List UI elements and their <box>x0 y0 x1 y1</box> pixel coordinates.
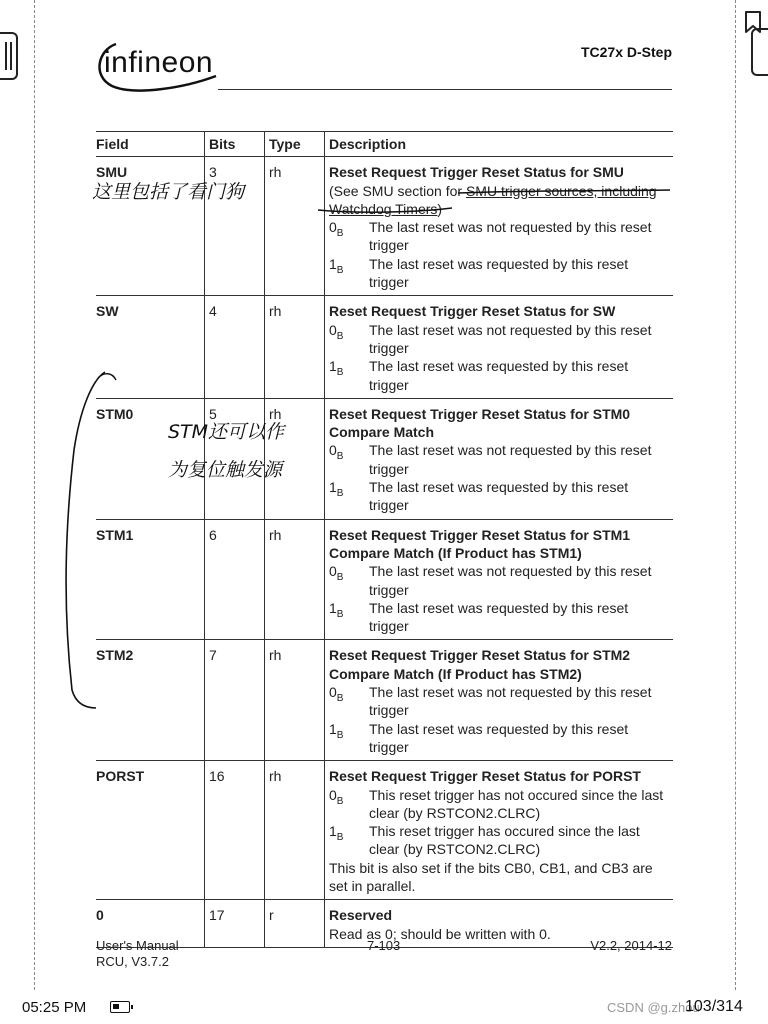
status-time: 05:25 PM <box>22 999 87 1016</box>
description-extra: This bit is also set if the bits CB0, CB1, and CB3 are set in parallel. <box>329 859 653 894</box>
watermark: CSDN @g.zhou <box>607 1000 700 1015</box>
field-name: STM2 <box>96 640 205 761</box>
description-extra: Read as 0; should be written with 0. <box>329 925 551 942</box>
encoding-1: $1_B$ The last reset was requested by this reset trigger <box>329 358 629 393</box>
description-title: Reset Request Trigger Reset Status for STM1 Compare Match (If Product has STM1) <box>329 526 631 561</box>
description-title: Reset Request Trigger Reset Status for SMU <box>329 164 624 181</box>
note-prefix: (See SMU section for <box>329 182 466 199</box>
encoding-0: $0_B$ The last reset was not requested by this reset trigger <box>329 219 652 254</box>
bits-value: 7 <box>205 640 265 761</box>
encoding-1: $1_B$ This reset trigger has occured since the last clear (by RSTCON2.CLRC) <box>329 823 640 858</box>
page-counter[interactable]: 103/314 <box>685 998 743 1015</box>
type-value: rh <box>265 519 325 640</box>
logo-text: infineon <box>104 46 214 79</box>
infineon-logo <box>94 36 224 96</box>
encoding-1: $1_B$ The last reset was requested by this reset trigger <box>329 720 629 755</box>
field-name: SW <box>96 296 205 398</box>
handwritten-note-stm-line2: 为复位触发源 <box>168 459 283 481</box>
description-cell <box>325 519 674 640</box>
field-name: STM0 <box>96 398 205 519</box>
field-name: 0 <box>96 900 205 948</box>
field-name: SMU <box>96 157 205 296</box>
footer-manual <box>96 938 179 970</box>
bits-value: 16 <box>205 761 265 900</box>
encoding-0: $0_B$ This reset trigger has not occured since the last clear (by RSTCON2.CLRC) <box>329 786 664 821</box>
table-row <box>96 761 673 900</box>
encoding-0: $0_B$ The last reset was not requested by this reset trigger <box>329 321 652 356</box>
table-row <box>96 296 673 398</box>
header-description: Description <box>325 132 674 157</box>
encoding-1: $1_B$ The last reset was requested by this reset trigger <box>329 255 629 291</box>
description-cell <box>325 157 674 296</box>
header-rule <box>218 89 672 90</box>
encoding-0: $0_B$ The last reset was not requested by this reset trigger <box>329 442 652 477</box>
document-title: TC27x D-Step <box>580 44 672 60</box>
footer-version: RCU, V3.7.2 <box>96 954 169 969</box>
bits-value: 5 <box>205 398 265 519</box>
header-field: Field <box>96 132 205 157</box>
description-cell <box>325 296 674 398</box>
bits-value: 17 <box>205 900 265 948</box>
type-value: rh <box>265 761 325 900</box>
table-row <box>96 398 673 519</box>
footer-page-number: 7-103 <box>367 938 401 953</box>
description-title: Reset Request Trigger Reset Status for STM2 Compare Match (If Product has STM2) <box>329 647 631 682</box>
header-type: Type <box>265 132 325 157</box>
type-value: rh <box>265 296 325 398</box>
header-bits: Bits <box>205 132 265 157</box>
register-field-table <box>96 131 673 948</box>
type-value: r <box>265 900 325 948</box>
table-row <box>96 157 673 296</box>
encoding-0: $0_B$ The last reset was not requested by this reset trigger <box>329 563 652 598</box>
table-header-row <box>96 132 673 157</box>
bits-value: 6 <box>205 519 265 640</box>
description-title: Reset Request Trigger Reset Status for SW <box>329 303 616 320</box>
description-title: Reset Request Trigger Reset Status for STM0 Compare Match <box>329 405 631 441</box>
description-note <box>329 182 670 219</box>
description-cell <box>325 640 674 761</box>
type-value: rh <box>265 157 325 296</box>
type-value: rh <box>265 640 325 761</box>
bits-value: 3 <box>205 157 265 296</box>
encoding-1: $1_B$ The last reset was requested by this reset trigger <box>329 479 629 514</box>
table-row <box>96 519 673 640</box>
table-row <box>96 640 673 761</box>
encoding-1: $1_B$ The last reset was requested by this reset trigger <box>329 599 629 635</box>
handwritten-note-watchdog: 这里包括了看门狗 <box>92 181 245 203</box>
footer-revision: V2.2, 2014-12 <box>590 938 672 953</box>
description-cell <box>325 761 674 900</box>
handwritten-note-stm-line1: STM还可以作 <box>168 421 285 443</box>
description-cell <box>325 398 674 519</box>
description-title: Reserved <box>329 907 393 924</box>
side-panel-handle[interactable] <box>751 28 768 76</box>
field-name: STM1 <box>96 519 205 640</box>
page-edge-right <box>735 0 736 990</box>
battery-icon <box>110 1001 130 1013</box>
type-value: rh <box>265 398 325 519</box>
footer-manual-title: User's Manual <box>96 938 179 953</box>
description-title: Reset Request Trigger Reset Status for PORST <box>329 768 641 785</box>
smu-trigger-sources-link[interactable]: SMU trigger sources, including Watchdog Timers <box>329 182 657 217</box>
page-edge-left <box>34 0 35 990</box>
toolbar-toggle-icon[interactable] <box>0 32 18 80</box>
bits-value: 4 <box>205 296 265 398</box>
field-name: PORST <box>96 761 205 900</box>
note-suffix: ) <box>437 200 443 217</box>
encoding-0: $0_B$ The last reset was not requested by this reset trigger <box>329 684 652 719</box>
